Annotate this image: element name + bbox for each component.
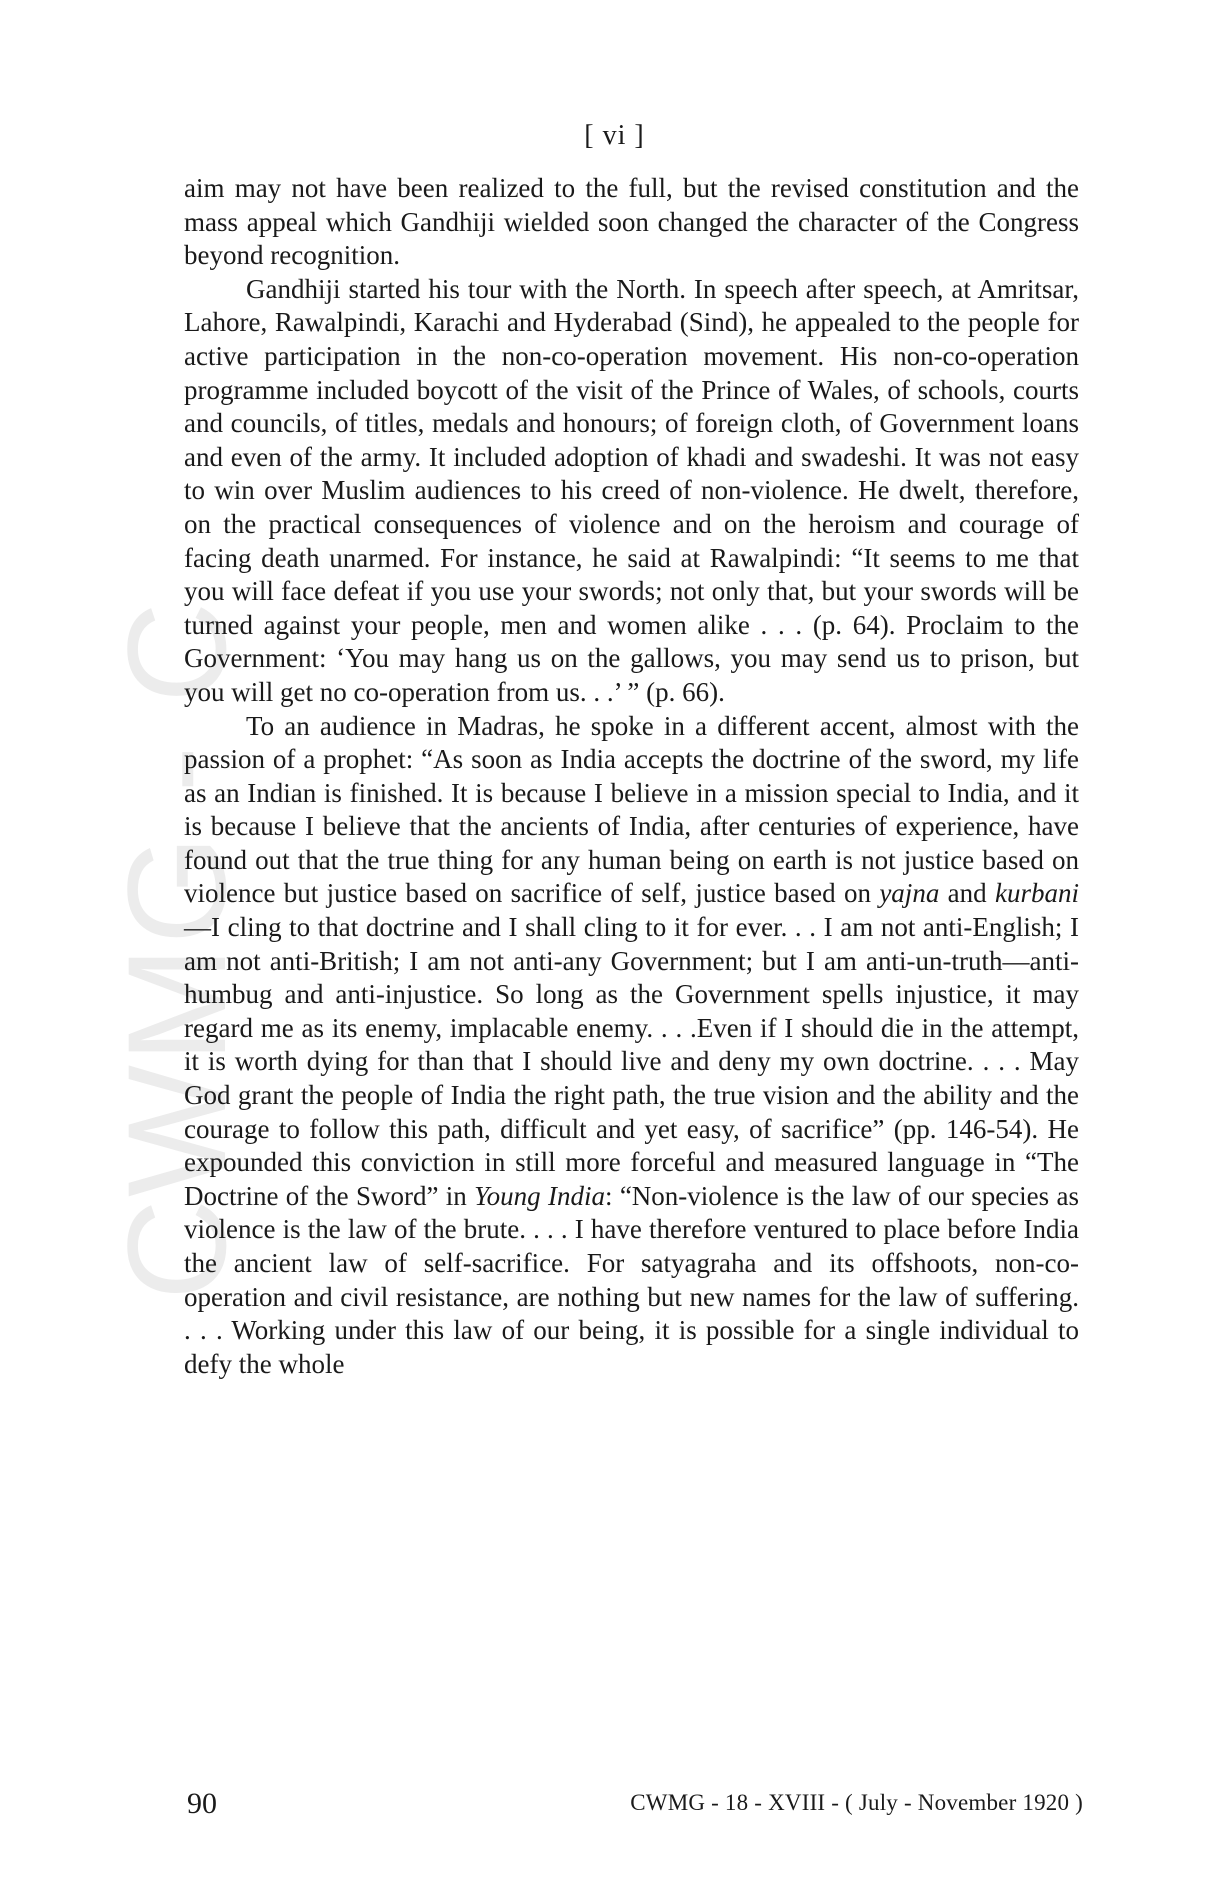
paragraph — [184, 172, 1079, 273]
text-run: To an audience in Madras, he spoke in a different accent, almost with the passion of a prophet: “As soon as India accepts the doctrine of the sword, my life as an Indian is finished. It is because I believe in a mission special to India, and it is because I believe that the ancients of India, after centuries of experience, have found out that the true thing for any human being on earth is not justice based on violence but justice based on sacrifice of self, justice based on — [184, 710, 1079, 909]
text-run: Gandhiji started his tour with the North. In speech after speech, at Amritsar, Lahore, Rawalpindi, Karachi and Hyderabad (Sind), he appealed to the people for active participation in the non-co-operation movement. His non-co-operation programme included boycott of the visit of the Prince of Wales, of schools, courts and councils, of titles, medals and honours; of foreign cloth, of Government loans and even of the army. It included adoption of khadi and swadeshi. It was not easy to win over Muslim audiences to his creed of non-violence. He dwelt, therefore, on the practical consequences of violence and on the heroism and courage of facing death unarmed. For instance, he said at Rawalpindi: “It seems to me that you will face defeat if you use your swords; not only that, but your swords will be turned against your people, men and women alike . . . (p. 64). Proclaim to the Government: ‘You may hang us on the gallows, you may send us to prison, but you will get no co-operation from us. . .’ ” (p. 66). — [184, 273, 1079, 707]
page-number: 90 — [187, 1787, 217, 1820]
watermark-text: CWMG - C — [98, 599, 255, 1301]
italic-text: kurbani — [995, 878, 1080, 909]
text-run: —I cling to that doctrine and I shall cling to it for ever. . . I am not anti-English; I am not anti-British; I am not anti-any Government; but I am anti-un-truth—anti-humbug and anti-injustice. So long as the Government spells injustice, it may regard me as its enemy, implacable enemy. . . .Even if I should die in the attempt, it is worth dying for than that I should live and deny my own doctrine. . . . May God grant the people of India the right path, the true vision and the ability and the courage to follow this path, difficult and yet easy, of sacrifice” (pp. 146-54). He expounded this conviction in still more forceful and measured language in “The Doctrine of the Sword” in — [184, 912, 1079, 1211]
italic-text: Young India — [474, 1180, 605, 1211]
page-header: [ vi ] — [584, 120, 645, 151]
italic-text: yajna — [879, 878, 940, 909]
text-run: aim may not have been realized to the full, but the revised constitution and the mass appeal which Gandhiji wielded soon changed the character of the Congress beyond recognition. — [184, 173, 1079, 271]
paragraph — [184, 710, 1079, 1382]
running-title: CWMG - 18 - XVIII - ( July - November 1920 ) — [630, 1790, 1083, 1815]
paragraph — [184, 273, 1079, 710]
text-run: : “Non-violence is the law of our species as violence is the law of the brute. . . . I have therefore ventured to place before India the ancient law of self-sacrifice. For satyagraha and its offshoots, non-co-operation and civil resistance, are nothing but new names for the law of suffering. . . . Working under this law of our being, it is possible for a single individual to defy the whole — [184, 1180, 1080, 1379]
text-run: and — [939, 878, 996, 909]
body-text — [184, 172, 1079, 1381]
